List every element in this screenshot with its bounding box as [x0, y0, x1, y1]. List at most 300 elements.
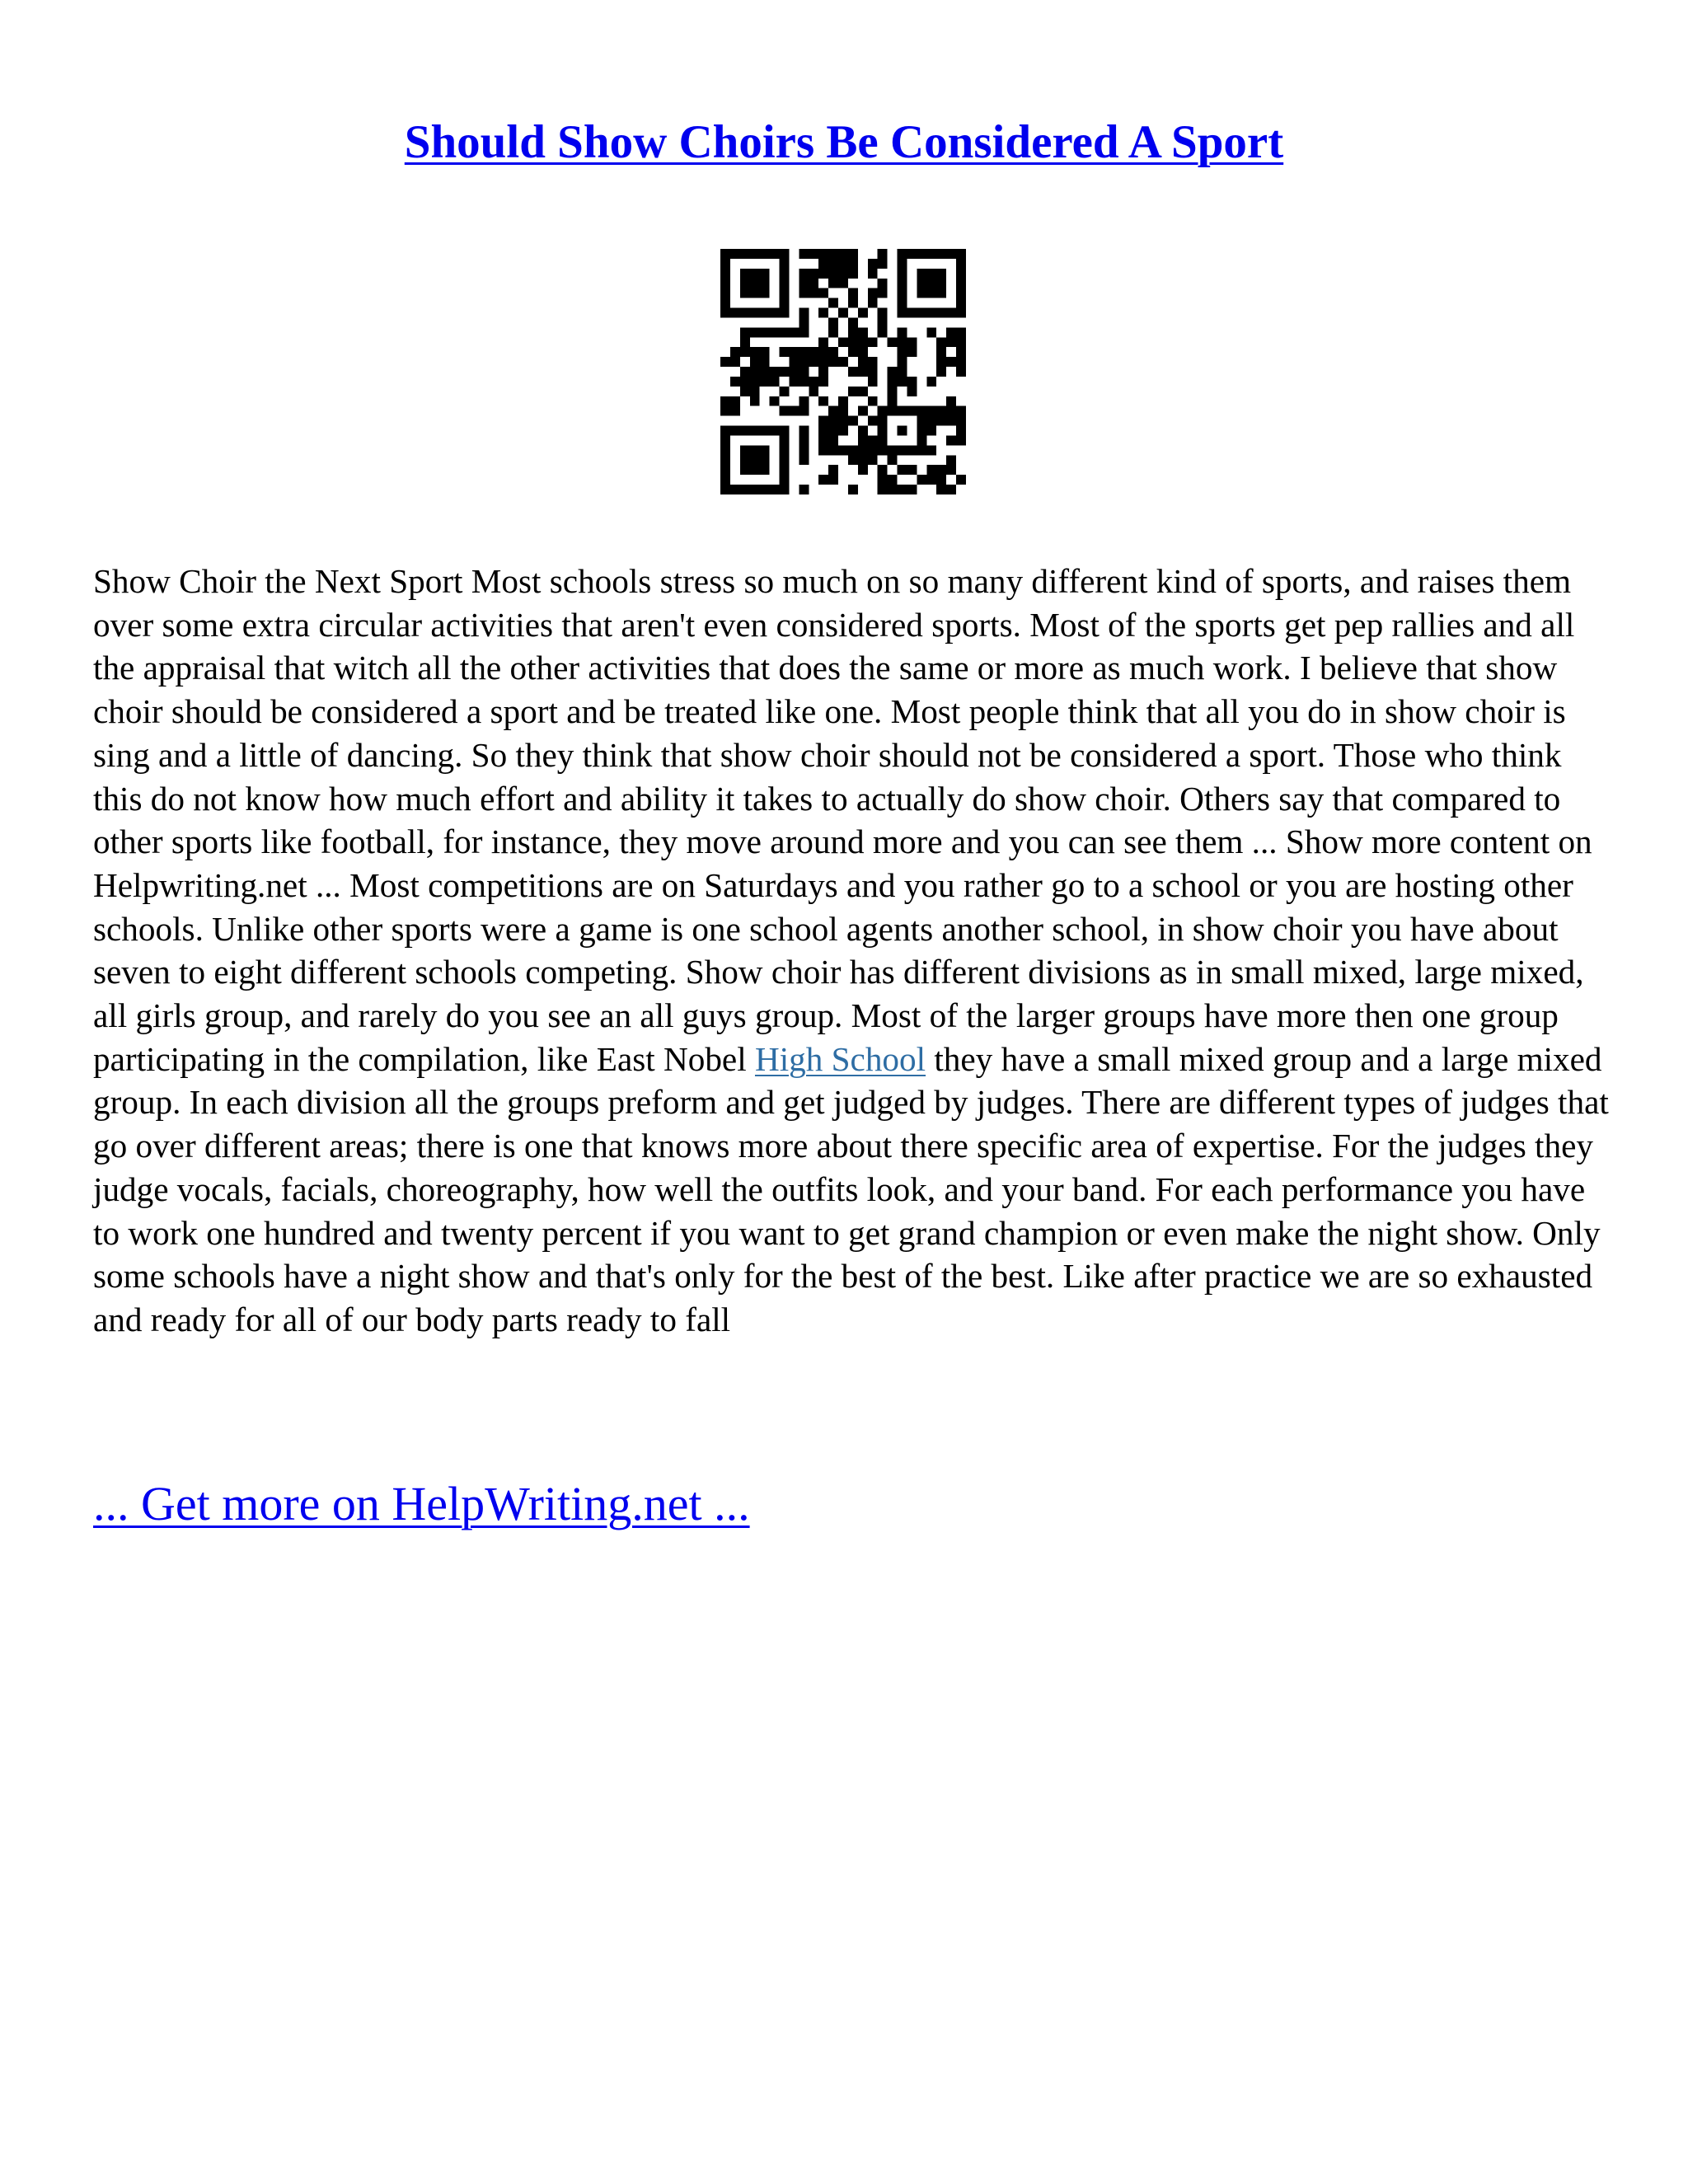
qr-module [926, 327, 936, 337]
qr-module [828, 406, 838, 416]
qr-module [956, 279, 966, 288]
qr-module [750, 269, 760, 279]
qr-module [917, 445, 926, 455]
qr-module [789, 377, 799, 387]
qr-module [868, 288, 878, 298]
qr-module [848, 249, 858, 259]
qr-module [888, 387, 898, 396]
qr-module [848, 288, 858, 298]
qr-module [750, 465, 760, 475]
qr-module [789, 367, 799, 377]
qr-module [780, 435, 790, 445]
qr-module [789, 327, 799, 337]
qr-module [780, 298, 790, 308]
qr-module [956, 259, 966, 269]
qr-module [770, 249, 780, 259]
qr-module [898, 426, 907, 436]
qr-module [926, 249, 936, 259]
qr-module [828, 317, 838, 327]
qr-module [888, 475, 898, 485]
qr-module [780, 347, 790, 357]
qr-module [956, 249, 966, 259]
qr-module [780, 406, 790, 416]
qr-module [926, 279, 936, 288]
qr-module [770, 367, 780, 377]
qr-module [750, 426, 760, 436]
qr-module [926, 406, 936, 416]
qr-module [760, 465, 770, 475]
qr-module [878, 308, 888, 318]
qr-module [838, 396, 848, 406]
qr-module [780, 308, 790, 318]
qr-module [898, 445, 907, 455]
qr-module [799, 347, 809, 357]
qr-module [818, 337, 828, 347]
qr-module [878, 327, 888, 337]
qr-module [946, 465, 956, 475]
qr-module [936, 357, 946, 367]
qr-module [720, 298, 730, 308]
qr-module [750, 387, 760, 396]
qr-module [868, 259, 878, 269]
qr-module [838, 259, 848, 269]
qr-module [799, 455, 809, 465]
qr-module [838, 416, 848, 426]
qr-module [780, 269, 790, 279]
qr-module [848, 259, 858, 269]
qr-module [848, 298, 858, 308]
qr-module [848, 445, 858, 455]
qr-module [878, 426, 888, 436]
qr-module [898, 337, 907, 347]
qr-module [818, 357, 828, 367]
qr-module [956, 416, 966, 426]
qr-module [770, 426, 780, 436]
qr-module [750, 357, 760, 367]
qr-module [799, 485, 809, 494]
qr-module [926, 426, 936, 436]
qr-module [720, 357, 730, 367]
qr-module [956, 406, 966, 416]
qr-module [848, 367, 858, 377]
qr-module [917, 288, 926, 298]
qr-module [858, 445, 868, 455]
qr-module [946, 416, 956, 426]
qr-module [878, 445, 888, 455]
qr-module [917, 279, 926, 288]
qr-module [878, 465, 888, 475]
qr-module [799, 426, 809, 436]
qr-module [907, 445, 917, 455]
qr-module [946, 327, 956, 337]
qr-module [760, 269, 770, 279]
qr-module [898, 259, 907, 269]
qr-module [770, 327, 780, 337]
qr-module [878, 485, 888, 494]
qr-module [868, 455, 878, 465]
qr-module [858, 367, 868, 377]
article-body [93, 560, 1610, 1342]
qr-module [740, 269, 750, 279]
qr-module [720, 465, 730, 475]
qr-module [878, 279, 888, 288]
qr-module [956, 308, 966, 318]
qr-module [789, 347, 799, 357]
qr-module [720, 396, 730, 406]
qr-module [858, 455, 868, 465]
article-text-part-1: Show Choir the Next Sport Most schools stress so much on so many different kind of sports, and raises them over some extra circular activities that aren't even considered sports. Most of the sports get pep rallies and all the appraisal that witch all the other activities that does the same or more as much work. I believe that show choir should be considered a sport and be treated like one. Most people think that all you do in show choir is sing and a little of dancing. So they think that show choir should not be considered a sport. Those who think this do not know how much effort and ability it takes to actually do show choir. Others say that compared to other sports like football, for instance, they move around more and you can see them ... Show more content on Helpwriting.net ... Most competitions are on Saturdays and you rather go to a school or you are hosting other schools. Unlike other sports were a game is one school agents another school, in show choir you have about seven to eight different schools competing. Show choir has different divisions as in small mixed, large mixed, all girls group, and rarely do you see an all guys group. Most of the larger groups have more then one group participating in the compilation, like East Nobel [93, 562, 1592, 1078]
qr-module [720, 279, 730, 288]
qr-module [750, 455, 760, 465]
qr-module [838, 308, 848, 318]
qr-module [858, 426, 868, 436]
qr-module [730, 396, 740, 406]
qr-module [828, 465, 838, 475]
qr-module [818, 347, 828, 357]
qr-module [926, 377, 936, 387]
qr-module [858, 435, 868, 445]
qr-module [936, 416, 946, 426]
qr-module [848, 337, 858, 347]
qr-module [917, 249, 926, 259]
qr-module [838, 269, 848, 279]
qr-module [848, 455, 858, 465]
qr-module [858, 465, 868, 475]
qr-module [740, 426, 750, 436]
qr-module [750, 445, 760, 455]
qr-module [818, 416, 828, 426]
qr-module [936, 279, 946, 288]
article-text-part-2: they have a small mixed group and a large mixed group. In each division all the groups preform and get judged by judges. There are different types of judges that go over different areas; there is one that knows more about there specific area of expertise. For the judges they judge vocals, facials, choreography, how well the outfits look, and your band. For each performance you have to work one hundred and twenty percent if you want to get grand champion or even make the night show. Only some schools have a night show and that's only for the best of the best. Like after practice we are so exhausted and ready for all of our body parts ready to fall [93, 1039, 1609, 1338]
qr-module [809, 279, 818, 288]
qr-module [898, 485, 907, 494]
qr-module [780, 279, 790, 288]
qr-module [878, 259, 888, 269]
qr-module [888, 445, 898, 455]
qr-module [799, 445, 809, 455]
qr-module [799, 396, 809, 406]
qr-module [898, 308, 907, 318]
qr-module [878, 435, 888, 445]
qr-module [828, 269, 838, 279]
qr-module [936, 485, 946, 494]
qr-module [760, 455, 770, 465]
page-title [0, 114, 1688, 171]
qr-module [926, 465, 936, 475]
qr-module [799, 288, 809, 298]
qr-module [936, 269, 946, 279]
qr-module [730, 485, 740, 494]
qr-module [868, 396, 878, 406]
qr-module [750, 347, 760, 357]
qr-module [946, 435, 956, 445]
qr-module [848, 327, 858, 337]
qr-module [946, 249, 956, 259]
qr-module [946, 396, 956, 406]
qr-module [818, 249, 828, 259]
qr-module [780, 259, 790, 269]
qr-module [868, 269, 878, 279]
qr-module [907, 308, 917, 318]
get-more-link[interactable]: ... Get more on HelpWriting.net ... [93, 1477, 750, 1530]
qr-module [936, 465, 946, 475]
qr-module [809, 288, 818, 298]
qr-module [760, 426, 770, 436]
qr-module [720, 445, 730, 455]
qr-module [936, 249, 946, 259]
qr-module [898, 377, 907, 387]
qr-module [926, 288, 936, 298]
qr-module [888, 455, 898, 465]
qr-module [878, 249, 888, 259]
qr-module [730, 377, 740, 387]
qr-module [818, 288, 828, 298]
qr-module [818, 308, 828, 318]
qr-module [770, 377, 780, 387]
qr-module [720, 485, 730, 494]
qr-module [780, 445, 790, 455]
qr-module [740, 249, 750, 259]
qr-module [878, 288, 888, 298]
qr-module [720, 249, 730, 259]
qr-module [878, 416, 888, 426]
qr-module [780, 485, 790, 494]
qr-module [760, 445, 770, 455]
qr-module [730, 357, 740, 367]
qr-module [956, 327, 966, 337]
qr-module [848, 485, 858, 494]
qr-module [720, 455, 730, 465]
qr-module [946, 357, 956, 367]
qr-module [780, 426, 790, 436]
qr-module [750, 485, 760, 494]
qr-module [740, 455, 750, 465]
qr-module [740, 367, 750, 377]
qr-module [926, 269, 936, 279]
qr-module [828, 416, 838, 426]
qr-module [760, 308, 770, 318]
qr-module [838, 426, 848, 436]
qr-module [720, 308, 730, 318]
qr-module [907, 377, 917, 387]
qr-module [898, 357, 907, 367]
qr-module [720, 426, 730, 436]
qr-module [838, 406, 848, 416]
qr-module [848, 347, 858, 357]
qr-module [838, 279, 848, 288]
qr-module [750, 288, 760, 298]
qr-module [917, 406, 926, 416]
qr-module [818, 435, 828, 445]
qr-module [740, 337, 750, 347]
qr-module [878, 475, 888, 485]
qr-module [868, 337, 878, 347]
qr-module [888, 406, 898, 416]
qr-module [760, 357, 770, 367]
qr-module [868, 298, 878, 308]
qr-module [898, 347, 907, 357]
qr-module [770, 308, 780, 318]
qr-module [888, 337, 898, 347]
qr-module [828, 298, 838, 308]
qr-module [720, 259, 730, 269]
qr-module [888, 367, 898, 377]
qr-module [936, 337, 946, 347]
qr-module [720, 288, 730, 298]
qr-module [956, 426, 966, 436]
qr-module [907, 347, 917, 357]
qr-module [828, 426, 838, 436]
qr-module [898, 298, 907, 308]
qr-module [907, 249, 917, 259]
qr-module [926, 416, 936, 426]
qr-module [720, 406, 730, 416]
qr-module [818, 259, 828, 269]
qr-module [720, 269, 730, 279]
qr-module [917, 416, 926, 426]
qr-module [809, 347, 818, 357]
get-more-paragraph [93, 1475, 750, 1533]
qr-module [730, 406, 740, 416]
qr-module [740, 279, 750, 288]
qr-module [818, 475, 828, 485]
qr-module [858, 337, 868, 347]
qr-module [956, 357, 966, 367]
qr-module [888, 377, 898, 387]
high-school-link[interactable]: High School [754, 1039, 926, 1078]
qr-module [828, 445, 838, 455]
qr-module [760, 249, 770, 259]
qr-module [809, 249, 818, 259]
qr-module [838, 249, 848, 259]
qr-module [898, 327, 907, 337]
qr-module [740, 288, 750, 298]
qr-module [936, 475, 946, 485]
qr-module [946, 406, 956, 416]
qr-module [789, 357, 799, 367]
qr-module [868, 357, 878, 367]
qr-module [799, 367, 809, 377]
qr-module [917, 435, 926, 445]
qr-module [848, 416, 858, 426]
qr-module [740, 347, 750, 357]
qr-module [956, 288, 966, 298]
qr-module [799, 357, 809, 367]
qr-module [936, 347, 946, 357]
qr-module [799, 249, 809, 259]
qr-module [818, 377, 828, 387]
qr-module [720, 475, 730, 485]
title-link[interactable]: Should Show Choirs Be Considered A Sport [404, 116, 1284, 168]
qr-module [917, 308, 926, 318]
qr-module [898, 465, 907, 475]
qr-module [838, 445, 848, 455]
qr-module [898, 288, 907, 298]
qr-module [898, 279, 907, 288]
qr-module [818, 367, 828, 377]
qr-module [740, 465, 750, 475]
qr-module [809, 377, 818, 387]
qr-module [907, 337, 917, 347]
qr-module [878, 317, 888, 327]
qr-module [828, 475, 838, 485]
qr-module [760, 347, 770, 357]
qr-module [888, 485, 898, 494]
qr-module [760, 279, 770, 288]
qr-module [946, 485, 956, 494]
qr-module [780, 387, 790, 396]
qr-module [946, 337, 956, 347]
qr-module [828, 357, 838, 367]
qr-module [946, 308, 956, 318]
qr-module [926, 308, 936, 318]
qr-module [956, 337, 966, 347]
qr-module [799, 317, 809, 327]
qr-module [878, 406, 888, 416]
qr-module [828, 347, 838, 357]
qr-module [760, 288, 770, 298]
qr-module [848, 269, 858, 279]
qr-module [730, 308, 740, 318]
qr-module [926, 445, 936, 455]
qr-module [858, 308, 868, 318]
qr-module [898, 406, 907, 416]
qr-module [809, 387, 818, 396]
qr-module [868, 367, 878, 377]
qr-module [828, 327, 838, 337]
qr-module [760, 367, 770, 377]
qr-module [956, 298, 966, 308]
qr-module [809, 357, 818, 367]
qr-module [858, 406, 868, 416]
qr-module [760, 377, 770, 387]
qr-module [799, 269, 809, 279]
qr-module [740, 308, 750, 318]
qr-code-icon [720, 249, 966, 494]
qr-module [907, 387, 917, 396]
qr-module [780, 367, 790, 377]
qr-module [780, 327, 790, 337]
qr-module [730, 249, 740, 259]
qr-module [838, 357, 848, 367]
qr-module [888, 396, 898, 406]
qr-module [750, 327, 760, 337]
qr-module [799, 406, 809, 416]
qr-module [799, 377, 809, 387]
qr-module [750, 308, 760, 318]
qr-module [750, 396, 760, 406]
qr-module [907, 485, 917, 494]
qr-module [956, 475, 966, 485]
qr-module [946, 455, 956, 465]
qr-module [868, 377, 878, 387]
qr-module [926, 475, 936, 485]
qr-module [720, 435, 730, 445]
qr-module [740, 377, 750, 387]
qr-module [750, 279, 760, 288]
qr-module [818, 426, 828, 436]
qr-module [868, 416, 878, 426]
qr-module [730, 347, 740, 357]
qr-module [750, 367, 760, 377]
qr-module [750, 249, 760, 259]
qr-module [956, 347, 966, 357]
qr-module [828, 435, 838, 445]
qr-module [799, 327, 809, 337]
qr-module [868, 435, 878, 445]
qr-module [740, 327, 750, 337]
qr-module [750, 377, 760, 387]
